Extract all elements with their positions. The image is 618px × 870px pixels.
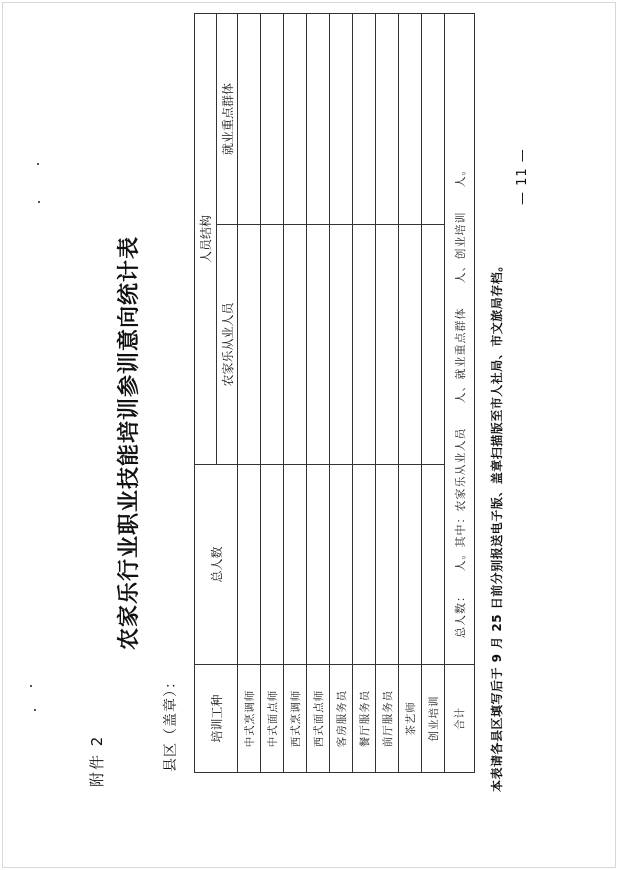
header-total: 总人数 — [195, 465, 238, 665]
row-label: 中式面点师 — [261, 665, 284, 773]
row-label: 西式面点师 — [307, 665, 330, 773]
scan-speck — [38, 201, 40, 203]
key-groups-cell[interactable] — [376, 14, 399, 225]
farmhouse-staff-cell[interactable] — [284, 225, 307, 465]
total-cell[interactable] — [422, 465, 445, 665]
total-cell[interactable] — [330, 465, 353, 665]
page-number: — 11 — — [515, 148, 530, 205]
key-groups-cell[interactable] — [261, 14, 284, 225]
farmhouse-staff-cell[interactable] — [376, 225, 399, 465]
header-training-type: 培训工种 — [195, 665, 238, 773]
scan-speck — [30, 685, 32, 687]
footnote: 本表请各县区填写后于 9 月 25 日前分别报送电子版、盖章扫描版至市人社局、市文旅局存档。 — [490, 259, 504, 792]
row-label: 餐厅服务员 — [353, 665, 376, 773]
table-row — [330, 14, 353, 773]
table-row — [353, 14, 376, 773]
training-intention-table — [194, 13, 475, 773]
farmhouse-staff-cell[interactable] — [353, 225, 376, 465]
table-row — [261, 14, 284, 773]
total-cell[interactable] — [238, 465, 261, 665]
county-stamp-label: 县区（盖章）： — [163, 674, 179, 772]
total-cell[interactable] — [261, 465, 284, 665]
table-row — [238, 14, 261, 773]
farmhouse-staff-cell[interactable] — [261, 225, 284, 465]
key-groups-cell[interactable] — [284, 14, 307, 225]
row-label: 客房服务员 — [330, 665, 353, 773]
header-key-employment-groups: 就业重点群体 — [217, 14, 238, 225]
key-groups-cell[interactable] — [330, 14, 353, 225]
header-personnel-structure: 人员结构 — [195, 14, 217, 465]
key-groups-cell[interactable] — [238, 14, 261, 225]
farmhouse-staff-cell[interactable] — [399, 225, 422, 465]
key-groups-cell[interactable] — [307, 14, 330, 225]
key-groups-cell[interactable] — [399, 14, 422, 225]
key-groups-cell[interactable] — [422, 14, 445, 225]
table-row — [422, 14, 445, 773]
farmhouse-staff-cell[interactable] — [330, 225, 353, 465]
table-row — [399, 14, 422, 773]
table-row — [307, 14, 330, 773]
total-cell[interactable] — [284, 465, 307, 665]
key-groups-cell[interactable] — [353, 14, 376, 225]
scan-speck — [34, 709, 36, 711]
row-label: 茶艺师 — [399, 665, 422, 773]
total-cell[interactable] — [399, 465, 422, 665]
scan-speck — [37, 163, 39, 165]
row-label: 前厅服务员 — [376, 665, 399, 773]
header-farmhouse-staff: 农家乐从业人员 — [217, 225, 238, 465]
table-row — [376, 14, 399, 773]
table-row — [284, 14, 307, 773]
page-title: 农家乐行业职业技能培训参训意向统计表 — [117, 235, 142, 650]
attachment-label: 附件 2 — [88, 734, 106, 787]
total-cell[interactable] — [307, 465, 330, 665]
summary-cell[interactable]: 总人数： 人。其中：农家乐从业人员 人、就业重点群体 人、创业培训 人。 — [445, 14, 475, 665]
total-cell[interactable] — [376, 465, 399, 665]
row-label: 中式烹调师 — [238, 665, 261, 773]
farmhouse-staff-cell[interactable] — [307, 225, 330, 465]
table-row-total — [445, 14, 475, 773]
total-cell[interactable] — [353, 465, 376, 665]
row-label: 创业培训 — [422, 665, 445, 773]
farmhouse-staff-cell[interactable] — [238, 225, 261, 465]
row-label-total: 合计 — [445, 665, 475, 773]
farmhouse-staff-cell[interactable] — [422, 225, 445, 465]
row-label: 西式烹调师 — [284, 665, 307, 773]
